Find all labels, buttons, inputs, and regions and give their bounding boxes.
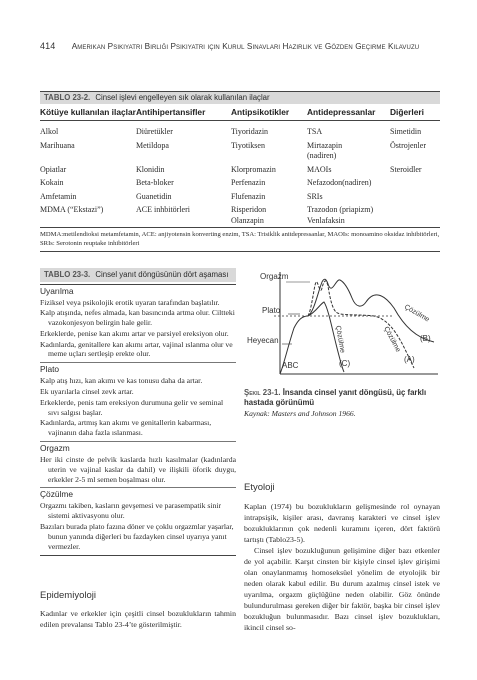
table-23-2-caption bbox=[40, 91, 440, 104]
table-cell: Diüretükler bbox=[136, 127, 173, 136]
table-label: TABLO 23-2. bbox=[44, 93, 91, 102]
col-header: Antihipertansifler bbox=[136, 104, 231, 121]
figure-caption bbox=[244, 388, 440, 419]
table-cell: Östrojenler bbox=[390, 140, 426, 150]
col-header: Antipsikotikler bbox=[231, 104, 307, 121]
section-epidemiyoloji bbox=[40, 590, 236, 630]
section-heading: Epidemiyoloji bbox=[40, 590, 96, 601]
table-cell: Tiyoridazin bbox=[231, 127, 269, 136]
label-abc: ABC bbox=[282, 361, 299, 370]
phase-heading: Uyarılma bbox=[40, 284, 236, 297]
table-cell: Tiyotiksen bbox=[231, 140, 265, 150]
figure-title bbox=[244, 388, 440, 408]
list-item: Fiziksel veya psikolojik erotik uyaran tarafından başlatılır. bbox=[40, 297, 220, 307]
phase-heading: Orgazm bbox=[40, 441, 236, 454]
figure-title-text: İnsanda cinsel yanıt döngüsü, üç farklı hastada görünümü bbox=[244, 388, 427, 407]
table-row bbox=[40, 176, 440, 190]
section-etyoloji bbox=[244, 482, 440, 633]
table-cell: TSA bbox=[307, 127, 323, 136]
list-item: Ek uyarılarla cinsel zevk artar. bbox=[40, 387, 134, 397]
table-note: MDMA:metilendioksi metamfetamin, ACE: anjiyotensin konverting enzim, TSA: Trisiklik anitdepressanlar, MAOIs: monoamino oksidaz inhibitörleri, SRIs: Serotonin reuptake inhibitörleri bbox=[40, 227, 440, 248]
table-cell bbox=[390, 203, 440, 227]
table-row bbox=[40, 121, 440, 139]
phase-heading: Çözülme bbox=[40, 487, 236, 500]
table-bottom-rule bbox=[40, 555, 236, 556]
label-b: (B) bbox=[420, 334, 431, 343]
table-cell: Flufenazin bbox=[231, 191, 266, 201]
table-cell: MDMA (“Ekstazi”) bbox=[40, 205, 104, 214]
figure-label: Şekil 23-1. bbox=[244, 388, 281, 397]
table-label: TABLO 23-3. bbox=[44, 270, 91, 279]
paragraph: Kadınlar ve erkekler için çeşitli cinsel bozuklukların tahmin edilen prevalansı Tablo 23-4’te gösterilmiştir. bbox=[40, 609, 236, 629]
label-c: (C) bbox=[339, 359, 351, 368]
label-cozulme-b: Çözülme bbox=[403, 303, 431, 324]
table-23-3-caption bbox=[40, 268, 236, 282]
paragraph: Cinsel işlev bozukluğunun gelişimine diğer bazı etkenler de yol açabilir. Karşıt cinsten bir kişiyle cinsel işlev girişimi olan onaylanmamış homoseksüel yönelim de etyolojik bir neden olarak kabul edilir. Bu durum azalmış cinsel istek ve uyarılma, orgazm güçlüğüne neden olabilir. Göz önünde bulundurulması gereken diğer bir faktör, başka bir cinsel işlev bozukluğun bulunmasıdır. Bazı cinsel işlev bozuklukları, ikincil cinsel so- bbox=[244, 546, 440, 632]
table-cell: Kokain bbox=[40, 178, 64, 187]
table-cell: Mirtazapin (nadiren) bbox=[307, 140, 343, 160]
table-row bbox=[40, 139, 440, 163]
list-item: Erkeklerde, penise kan akımı artar ve parsiyel ereksiyon olur. bbox=[40, 328, 229, 338]
table-cell bbox=[390, 176, 440, 190]
table-title: Cinsel işlevi engelleyen sık olarak kullanılan ilaçlar bbox=[95, 93, 270, 102]
table-23-3 bbox=[40, 268, 236, 556]
table-cell: SRIs bbox=[307, 191, 323, 201]
running-header bbox=[40, 41, 440, 51]
phase-heading: Plato bbox=[40, 362, 236, 375]
table-cell: MAOIs bbox=[307, 164, 332, 174]
drug-table bbox=[40, 104, 440, 227]
running-title: Amerikan Psikiyatri Birliği Psikiyatri için Kurul Sınavları Hazırlık ve Gözden Geçirme Kılavuzu bbox=[71, 42, 420, 51]
list-item: Orgazmı takiben, kasların gevşemesi ve parasempatik sinir sistemi aktivasyonu olur. bbox=[40, 501, 222, 521]
table-header-row bbox=[40, 104, 440, 121]
table-cell: Amfetamin bbox=[40, 191, 77, 201]
list-item: Kalp atış hızı, kan akımı ve kas tonusu daha da artar. bbox=[40, 376, 203, 386]
table-cell: Alkol bbox=[40, 127, 59, 136]
table-bottom-rule bbox=[40, 251, 440, 252]
paragraph: Kaplan (1974) bu bozuklukların gelişmesinde rol oynayan intrapsişik, kişiler arası, davranış karakteri ve cinsel işlev bozukluklarının çok nedenli kuramını içeren, dört faktörü tartıştı (Tablo23-5). bbox=[244, 502, 440, 544]
label-cozulme-c: Çözülme bbox=[334, 325, 346, 354]
list-item: Kadınlarda, artmış kan akımı ve genitallerin kabarması, vajinanın daha fazla ıslanması. bbox=[40, 418, 212, 438]
table-cell: Beta-bloker bbox=[136, 178, 174, 187]
section-heading: Etyoloji bbox=[244, 482, 275, 493]
table-cell: Risperidon Olanzapin bbox=[231, 205, 267, 225]
table-cell: Guanetidin bbox=[136, 191, 172, 201]
label-orgazm: Orgazm bbox=[260, 272, 289, 281]
table-cell: Trazodon (priapizm) Venlafaksin bbox=[307, 205, 374, 225]
col-header: Diğerleri bbox=[390, 104, 440, 121]
table-title: Cinsel yanıt döngüsünün dört aşaması bbox=[95, 270, 229, 279]
table-cell: Simetidin bbox=[390, 127, 422, 136]
table-row bbox=[40, 190, 440, 204]
col-header: Kötüye kullanılan ilaçlar bbox=[40, 104, 136, 121]
list-item: Her iki cinste de pelvik kaslarda hızlı kasılmalar (kadınlarda uterin ve vajinal kaslar da dahil) ve ilişkili öforik duygu, erkekler 2-5 ml semen boşalması olur. bbox=[40, 455, 236, 484]
label-heyecan: Heyecan bbox=[247, 336, 279, 345]
list-item: Kadınlarda, genitallere kan akımı artar, vajinal ıslanma olur ve meme uçları sertleşip erekte olur. bbox=[40, 339, 233, 359]
col-header: Antidepressanlar bbox=[307, 104, 390, 121]
label-plato: Plato bbox=[262, 306, 281, 315]
table-row bbox=[40, 203, 440, 227]
table-cell: Nefazodon(nadiren) bbox=[307, 178, 372, 187]
table-cell: Marihuana bbox=[40, 140, 75, 150]
table-23-2 bbox=[40, 91, 440, 252]
table-cell: Metildopa bbox=[136, 140, 169, 150]
table-cell: Perfenazin bbox=[231, 178, 266, 187]
list-item: Kalp atışında, nefes almada, kan basıncında artma olur. Ciltteki vazokonjesyon belirgin hale gelir. bbox=[40, 308, 235, 328]
label-a: (A) bbox=[404, 355, 415, 364]
curve-a bbox=[308, 281, 414, 368]
page-number: 414 bbox=[40, 41, 56, 51]
table-cell: Klorpromazin bbox=[231, 164, 276, 174]
table-cell: Opiatlar bbox=[40, 164, 67, 174]
list-item: Erkeklerde, penis tam ereksiyon durumuna gelir ve seminal sıvı salgısı başlar. bbox=[40, 397, 224, 417]
table-cell: Klonidin bbox=[136, 164, 165, 174]
figure-sexual-response-cycle bbox=[244, 268, 440, 380]
table-cell: Steroidler bbox=[390, 164, 422, 174]
table-row bbox=[40, 163, 440, 177]
table-cell bbox=[390, 190, 440, 204]
figure-source: Kaynak: Masters and Johnson 1966. bbox=[244, 409, 356, 418]
list-item: Bazıları burada plato fazına döner ve çoklu orgazmlar yaşarlar, bunun yanında diğerleri bu fazdayken cinsel uyarıya yanıt vermezler. bbox=[40, 522, 234, 551]
label-cozulme-a: Çözülme bbox=[382, 325, 402, 354]
table-cell: ACE inhbitörleri bbox=[136, 205, 190, 214]
